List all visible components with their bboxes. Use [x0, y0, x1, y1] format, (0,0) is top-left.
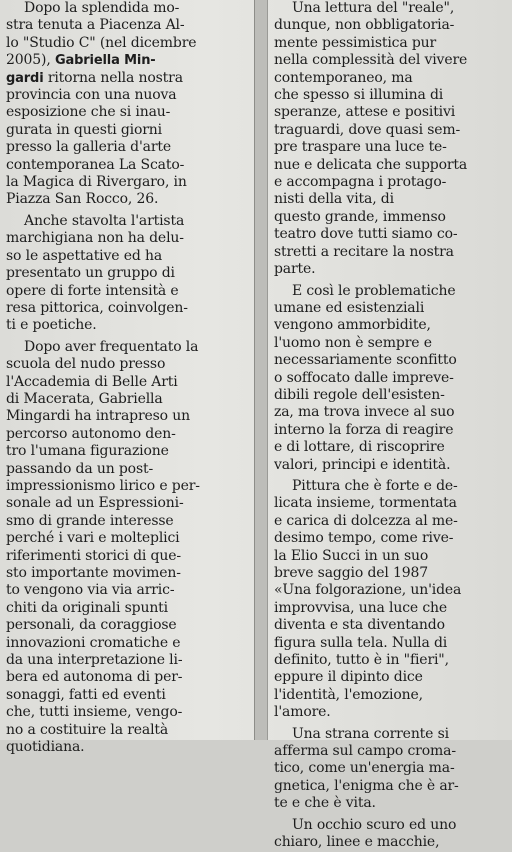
text-line: nue e delicata che supporta: [274, 156, 468, 173]
text-line: sto importante movimen-: [6, 565, 181, 581]
text-line: da una interpretazione li-: [6, 652, 183, 669]
text-line: personali, da coraggiose: [6, 617, 177, 634]
text-line: chiti da originali spunti: [6, 599, 168, 616]
text-line: presentato un gruppo di: [6, 265, 175, 282]
text-line: e di lottare, di riscoprire: [274, 439, 445, 456]
text-line: nella complessità del vivere: [274, 52, 468, 69]
text-line: improvvisa, una luce che: [274, 599, 448, 616]
text-run: 2005),: [6, 52, 55, 69]
text-line: bera ed autonoma di per-: [6, 669, 183, 686]
text-line: opere di forte intensità e: [6, 282, 179, 299]
text-line: dunque, non obbligatoria-: [274, 17, 455, 34]
text-line: Pittura che è forte e de-: [292, 477, 458, 494]
text-line: [6, 70, 244, 87]
text-line: interno la forza di reagire: [274, 421, 454, 438]
text-line: smo di grande interesse: [6, 512, 174, 529]
text-line: lo "Studio C" (nel dicembre: [6, 34, 197, 51]
column-divider: [254, 0, 268, 740]
text-line: breve saggio del 1987: [274, 565, 429, 581]
text-line: perché i vari e molteplici: [6, 530, 180, 547]
text-line: nisti della vita, di: [274, 191, 394, 208]
text-line: Una strana corrente si: [292, 725, 449, 742]
text-line: questo grande, immenso: [274, 208, 446, 225]
text-line: riferimenti storici di que-: [6, 547, 181, 564]
text-line: speranze, attese e positivi: [274, 104, 456, 121]
text-line: scuola del nudo presso: [6, 356, 166, 373]
text-line: stretti a recitare la nostra: [274, 243, 454, 260]
text-line: la Elio Succi in un suo: [274, 547, 429, 564]
text-line: te e che è vita.: [274, 795, 376, 812]
text-line: Una lettura del "reale",: [292, 0, 455, 16]
text-line: l'identità, l'emozione,: [274, 686, 423, 703]
text-line: Anche stavolta l'artista: [24, 212, 185, 229]
paragraph-problems: [274, 283, 508, 474]
text-line: chiaro, linee e macchie,: [274, 834, 440, 851]
text-line: la Magica di Rivergaro, in: [6, 174, 187, 191]
text-run: ritorna nella nostra: [43, 69, 183, 86]
text-line: ti e poetiche.: [6, 317, 97, 334]
text-line: o soffocato dalle impreve-: [274, 369, 454, 386]
text-line: no a costituire la realtà: [6, 721, 169, 738]
text-line: sonale ad un Espressioni-: [6, 495, 184, 512]
text-line: Un occhio scuro ed uno: [292, 816, 457, 833]
text-line: parte.: [274, 261, 316, 278]
text-line: impressionismo lirico e per-: [6, 477, 200, 494]
text-line: e accompagna i protago-: [274, 174, 447, 191]
text-line: vengono ammorbidite,: [274, 317, 431, 334]
text-line: to vengono via via arric-: [6, 582, 175, 599]
text-line: innovazioni cromatiche e: [6, 634, 181, 651]
text-line: sonaggi, fatti ed eventi: [6, 686, 166, 703]
text-line: licata insieme, tormentata: [274, 495, 457, 512]
paragraph-painting: [274, 478, 508, 722]
text-line: afferma sul campo croma-: [274, 743, 456, 760]
text-line: diventa e sta diventando: [274, 617, 445, 634]
text-line: [6, 52, 244, 69]
text-line: di Macerata, Gabriella: [6, 390, 163, 407]
text-line: teatro dove tutti siamo co-: [274, 226, 458, 243]
text-line: Dopo aver frequentato la: [24, 338, 199, 355]
text-line: stra tenuta a Piacenza Al-: [6, 17, 185, 34]
text-line: percorso autonomo den-: [6, 425, 176, 442]
text-line: provincia con una nuova: [6, 87, 177, 104]
text-line: za, ma trova invece al suo: [274, 404, 455, 421]
paragraph-eye: [274, 817, 508, 852]
paragraph-current: [274, 726, 508, 813]
text-line: esposizione che si inau-: [6, 104, 171, 121]
text-line: so le aspettative ed ha: [6, 247, 163, 264]
paragraph-career: [6, 339, 244, 757]
text-line: presso la galleria d'arte: [6, 139, 171, 156]
text-line: marchigiana non ha delu-: [6, 230, 184, 247]
paragraph-expectations: [6, 213, 244, 335]
artist-name-bold: gardi: [6, 70, 44, 86]
text-line: l'uomo non è sempre e: [274, 334, 432, 351]
text-line: tico, come un'energia ma-: [274, 760, 455, 777]
text-line: Piazza San Rocco, 26.: [6, 191, 159, 208]
text-line: gnetica, l'enigma che è ar-: [274, 777, 459, 794]
text-line: umane ed esistenziali: [274, 299, 425, 316]
text-line: contemporanea La Scato-: [6, 156, 185, 173]
text-line: contemporaneo, ma: [274, 69, 413, 86]
text-line: e carica di dolcezza al me-: [274, 512, 458, 529]
paragraph-intro: [6, 0, 244, 209]
text-line: E così le problematiche: [292, 282, 456, 299]
text-line: pre traspare una luce te-: [274, 139, 447, 156]
text-line: definito, tutto è in "fieri",: [274, 652, 449, 669]
artist-name-bold: Gabriella Min-: [54, 53, 156, 69]
text-line: valori, principi e identità.: [274, 456, 451, 473]
text-line: «Una folgorazione, un'idea: [274, 582, 462, 599]
text-line: tro l'umana figurazione: [6, 443, 169, 460]
text-line: desimo tempo, come rive-: [274, 530, 454, 547]
text-line: che, tutti insieme, vengo-: [6, 704, 183, 721]
text-line: quotidiana.: [6, 739, 85, 756]
text-line: eppure il dipinto dice: [274, 669, 423, 686]
text-line: gurata in questi giorni: [6, 121, 162, 138]
text-line: che spesso si illumina di: [274, 87, 444, 104]
text-line: Dopo la splendida mo-: [24, 0, 180, 16]
text-line: figura sulla tela. Nulla di: [274, 634, 448, 651]
text-line: mente pessimistica pur: [274, 34, 437, 51]
text-line: resa pittorica, coinvolgen-: [6, 299, 188, 316]
text-line: Mingardi ha intrapreso un: [6, 408, 190, 425]
right-column: [270, 0, 512, 851]
left-column: [0, 0, 250, 756]
text-line: dibili regole dell'esisten-: [274, 386, 445, 403]
text-line: l'Accademia di Belle Arti: [6, 373, 178, 390]
text-line: passando da un post-: [6, 460, 154, 477]
text-line: l'amore.: [274, 704, 331, 721]
text-line: necessariamente sconfitto: [274, 352, 457, 369]
text-line: traguardi, dove quasi sem-: [274, 121, 461, 138]
paragraph-reality: [274, 0, 508, 279]
